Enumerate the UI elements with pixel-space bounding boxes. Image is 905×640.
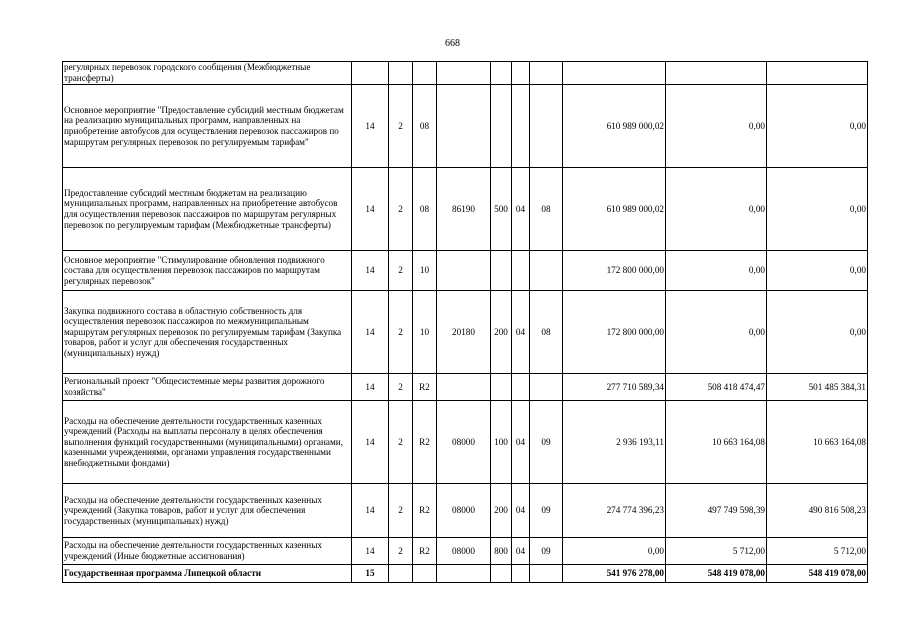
- cell-code-1: 14: [352, 484, 389, 538]
- cell-code-1: 14: [352, 401, 389, 484]
- cell-code-1: 15: [352, 565, 389, 583]
- cell-code-5: 200: [491, 291, 512, 374]
- cell-amount-2: 10 663 164,08: [666, 401, 767, 484]
- cell-code-1: 14: [352, 374, 389, 401]
- cell-amount-3: 10 663 164,08: [767, 401, 868, 484]
- cell-code-2: 2: [389, 251, 413, 291]
- cell-code-2: 2: [389, 85, 413, 168]
- cell-name: Государственная программа Липецкой области: [63, 565, 352, 583]
- cell-name: Основное мероприятие "Стимулирование обновления подвижного состава для осуществления перевозок пассажиров по маршрутам регулярных перевозок": [63, 251, 352, 291]
- cell-code-3: 08: [413, 85, 437, 168]
- cell-code-6: 04: [512, 401, 530, 484]
- cell-amount-1: 2 936 193,11: [563, 401, 666, 484]
- cell-code-3: [413, 62, 437, 85]
- cell-name: Расходы на обеспечение деятельности государственных казенных учреждений (Иные бюджетные ассигнования): [63, 538, 352, 565]
- cell-amount-1: 0,00: [563, 538, 666, 565]
- cell-code-4: [437, 251, 491, 291]
- cell-code-6: [512, 251, 530, 291]
- cell-code-3: R2: [413, 401, 437, 484]
- cell-code-7: [530, 565, 563, 583]
- cell-code-3: 10: [413, 291, 437, 374]
- cell-code-6: [512, 565, 530, 583]
- table-row: [63, 538, 868, 565]
- table-row: [63, 251, 868, 291]
- cell-amount-3: 490 816 508,23: [767, 484, 868, 538]
- cell-code-5: [491, 565, 512, 583]
- cell-code-5: 800: [491, 538, 512, 565]
- cell-code-4: 08000: [437, 538, 491, 565]
- cell-amount-1: 610 989 000,02: [563, 168, 666, 251]
- cell-code-1: 14: [352, 538, 389, 565]
- table-body: [63, 62, 868, 583]
- cell-code-7: [530, 374, 563, 401]
- cell-code-3: 08: [413, 168, 437, 251]
- cell-name: Основное мероприятие "Предоставление субсидий местным бюджетам на реализацию муниципальных программ, направленных на приобретение автобусов для осуществления перевозок пассажиров по маршрутам регулярных перевозок по регулируемым тарифам": [63, 85, 352, 168]
- cell-amount-3: 0,00: [767, 291, 868, 374]
- cell-code-2: 2: [389, 291, 413, 374]
- cell-name: Закупка подвижного состава в областную собственность для осуществления перевозок пассажиров по межмуниципальным маршрутам регулярных перевозок по регулируемым тарифам (Закупка товаров, работ и услуг для обеспечения государственных (муниципальных) нужд): [63, 291, 352, 374]
- cell-code-6: [512, 62, 530, 85]
- cell-amount-3: 0,00: [767, 168, 868, 251]
- cell-code-7: 09: [530, 538, 563, 565]
- cell-code-2: 2: [389, 538, 413, 565]
- cell-amount-2: [666, 62, 767, 85]
- cell-code-2: 2: [389, 484, 413, 538]
- cell-code-2: 2: [389, 401, 413, 484]
- cell-code-6: 04: [512, 484, 530, 538]
- cell-code-7: [530, 62, 563, 85]
- cell-amount-2: 0,00: [666, 168, 767, 251]
- cell-code-7: 09: [530, 401, 563, 484]
- budget-table: [62, 61, 868, 583]
- cell-amount-1: 274 774 396,23: [563, 484, 666, 538]
- cell-code-7: [530, 251, 563, 291]
- cell-amount-3: [767, 62, 868, 85]
- cell-name: Предоставление субсидий местным бюджетам на реализацию муниципальных программ, направленных на приобретение автобусов для осуществления перевозок пассажиров по маршрутам регулярных перевозок по регулируемым тарифам (Межбюджетные трансферты): [63, 168, 352, 251]
- cell-code-2: [389, 565, 413, 583]
- table-row: [63, 401, 868, 484]
- cell-code-1: 14: [352, 291, 389, 374]
- cell-amount-1: 541 976 278,00: [563, 565, 666, 583]
- cell-amount-3: 0,00: [767, 85, 868, 168]
- cell-name: Региональный проект "Общесистемные меры развития дорожного хозяйства": [63, 374, 352, 401]
- cell-code-1: 14: [352, 251, 389, 291]
- cell-code-5: 100: [491, 401, 512, 484]
- cell-code-4: 86190: [437, 168, 491, 251]
- cell-amount-3: 0,00: [767, 251, 868, 291]
- cell-amount-1: [563, 62, 666, 85]
- cell-code-4: 08000: [437, 484, 491, 538]
- cell-code-3: R2: [413, 374, 437, 401]
- cell-code-5: [491, 251, 512, 291]
- cell-amount-1: 277 710 589,34: [563, 374, 666, 401]
- cell-amount-3: 5 712,00: [767, 538, 868, 565]
- cell-code-7: 08: [530, 168, 563, 251]
- page-number: 668: [445, 38, 460, 49]
- cell-code-6: [512, 85, 530, 168]
- total-row: [63, 565, 868, 583]
- cell-code-1: 14: [352, 168, 389, 251]
- table-row: [63, 168, 868, 251]
- cell-code-6: 04: [512, 168, 530, 251]
- table-row: [63, 484, 868, 538]
- cell-code-2: 2: [389, 168, 413, 251]
- cell-name: Расходы на обеспечение деятельности государственных казенных учреждений (Закупка товаров, работ и услуг для обеспечения государственных (муниципальных) нужд): [63, 484, 352, 538]
- cell-code-4: 20180: [437, 291, 491, 374]
- cell-amount-2: 0,00: [666, 291, 767, 374]
- cell-amount-3: 501 485 384,31: [767, 374, 868, 401]
- cell-code-3: R2: [413, 538, 437, 565]
- cell-code-4: [437, 565, 491, 583]
- cell-code-6: 04: [512, 538, 530, 565]
- table-row: [63, 291, 868, 374]
- cell-code-4: [437, 62, 491, 85]
- cell-amount-2: 508 418 474,47: [666, 374, 767, 401]
- cell-code-5: 500: [491, 168, 512, 251]
- cell-name: регулярных перевозок городского сообщения (Межбюджетные трансферты): [63, 62, 352, 85]
- cell-code-5: [491, 85, 512, 168]
- table-row: [63, 85, 868, 168]
- cell-code-3: 10: [413, 251, 437, 291]
- cell-code-4: [437, 85, 491, 168]
- cell-amount-2: 0,00: [666, 251, 767, 291]
- cell-amount-1: 172 800 000,00: [563, 291, 666, 374]
- cell-code-4: 08000: [437, 401, 491, 484]
- cell-code-3: R2: [413, 484, 437, 538]
- cell-code-5: [491, 374, 512, 401]
- cell-code-7: 08: [530, 291, 563, 374]
- cell-amount-3: 548 419 078,00: [767, 565, 868, 583]
- cell-code-7: 09: [530, 484, 563, 538]
- cell-name: Расходы на обеспечение деятельности государственных казенных учреждений (Расходы на выплаты персоналу в целях обеспечения выполнения функций государственными (муниципальными) органами, казенными учреждениями, органами управления государственными внебюджетными фондами): [63, 401, 352, 484]
- table-row: [63, 62, 868, 85]
- table-row: [63, 374, 868, 401]
- cell-code-2: [389, 62, 413, 85]
- cell-code-7: [530, 85, 563, 168]
- cell-amount-2: 0,00: [666, 85, 767, 168]
- cell-amount-1: 610 989 000,02: [563, 85, 666, 168]
- cell-code-1: 14: [352, 85, 389, 168]
- cell-code-5: 200: [491, 484, 512, 538]
- cell-amount-2: 497 749 598,39: [666, 484, 767, 538]
- cell-amount-2: 5 712,00: [666, 538, 767, 565]
- cell-code-2: 2: [389, 374, 413, 401]
- cell-code-1: [352, 62, 389, 85]
- cell-code-5: [491, 62, 512, 85]
- cell-code-3: [413, 565, 437, 583]
- cell-amount-2: 548 419 078,00: [666, 565, 767, 583]
- cell-code-6: [512, 374, 530, 401]
- cell-amount-1: 172 800 000,00: [563, 251, 666, 291]
- cell-code-4: [437, 374, 491, 401]
- cell-code-6: 04: [512, 291, 530, 374]
